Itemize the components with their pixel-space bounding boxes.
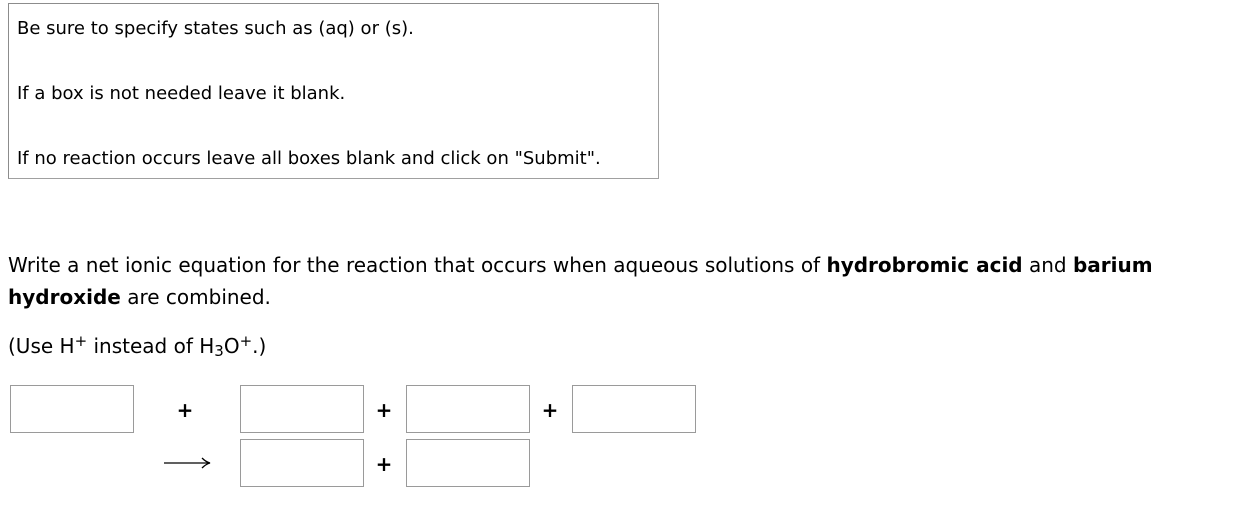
hint-text xyxy=(8,331,266,361)
hint-open: (Use H xyxy=(8,334,75,358)
question-text xyxy=(8,249,1238,313)
reactant-name-2: barium hydroxide xyxy=(8,253,1153,309)
hint-charge-1: + xyxy=(74,332,88,350)
reactant-name-1: hydrobromic acid xyxy=(826,253,1023,277)
instruction-states: Be sure to specify states such as (aq) or (s). xyxy=(17,18,414,39)
hint-mid: instead of H xyxy=(87,334,215,358)
plus-sign: + xyxy=(176,398,194,422)
question-part-3: are combined. xyxy=(120,285,271,309)
reactant-input-3[interactable] xyxy=(406,385,530,433)
hint-close: .) xyxy=(252,334,267,358)
reactant-input-2[interactable] xyxy=(240,385,364,433)
product-input-2[interactable] xyxy=(406,439,530,487)
product-input-1[interactable] xyxy=(240,439,364,487)
plus-sign: + xyxy=(375,398,393,422)
yields-arrow-icon xyxy=(163,456,213,470)
instruction-blank-box: If a box is not needed leave it blank. xyxy=(17,83,346,104)
hint-charge-2: + xyxy=(239,332,253,350)
plus-sign: + xyxy=(541,398,559,422)
plus-sign: + xyxy=(375,452,393,476)
hint-oxygen: O xyxy=(223,334,240,358)
instructions-box xyxy=(8,3,659,179)
reactant-input-4[interactable] xyxy=(572,385,696,433)
hint-subscript: 3 xyxy=(214,342,224,360)
reactant-input-1[interactable] xyxy=(10,385,134,433)
instruction-no-reaction: If no reaction occurs leave all boxes blank and click on "Submit". xyxy=(17,148,601,169)
question-part-2: and xyxy=(1022,253,1073,277)
question-part-1: Write a net ionic equation for the reaction that occurs when aqueous solutions of xyxy=(8,253,827,277)
